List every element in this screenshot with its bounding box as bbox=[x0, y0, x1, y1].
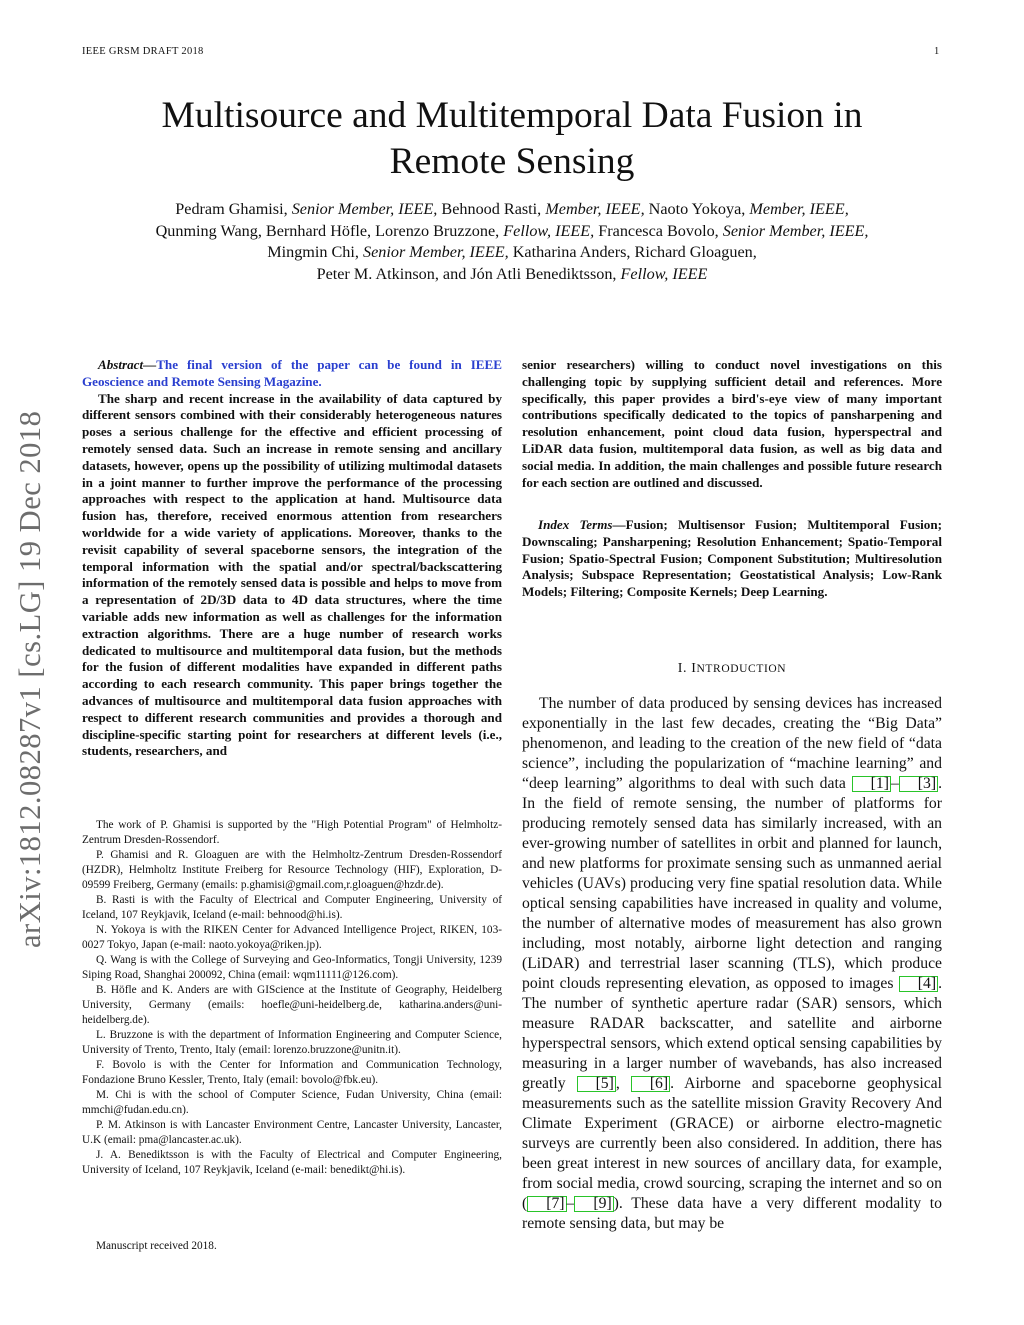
abstract-intro: Abstract—The final version of the paper can be found in IEEE Geoscience and Remote Sensing Magazine. bbox=[82, 357, 502, 389]
arxiv-stamp: arXiv:1812.08287v1 [cs.LG] 19 Dec 2018 bbox=[13, 410, 47, 948]
author-line-4: Peter M. Atkinson, and Jón Atli Benediktsson, Fellow, IEEE bbox=[316, 264, 708, 283]
title-line-1: Multisource and Multitemporal Data Fusion in bbox=[161, 95, 863, 136]
footnote: B. Rasti is with the Faculty of Electrical and Computer Engineering, University of Iceland, 107 Reykjavik, Iceland (e-mail: behnood@hi.is). bbox=[82, 894, 502, 921]
footnote: M. Chi is with the school of Computer Science, Fudan University, China (email: mmchi@fudan.edu.cn). bbox=[82, 1089, 502, 1116]
index-terms-label: Index Terms bbox=[538, 517, 613, 532]
citation-link[interactable]: [7] bbox=[527, 1196, 566, 1212]
footnote: The work of P. Ghamisi is supported by the "High Potential Program" of Helmholtz-Zentrum Dresden-Rossendorf. bbox=[82, 819, 502, 846]
intro-paragraph: The number of data produced by sensing devices has increased exponentially in the last few decades, creating the “Big Data” phenomenon, and leading to the creation of the new field of “data science”, including the popularization of “machine learning” and “deep learning” algorithms to deal with such data [1] – [3] . In the field of remote sensing, the number of platforms for producing remotely sensed data has similarly increased, with an ever-growing number of satellites in orbit and planned for launch, and new platforms for proximate sensing such as unmanned aerial vehicles (UAVs) producing very fine spatial resolution data. While optical sensing capabilities have increased in quality and volume, the number of alternative modes of measurement has also grown including, most notably, airborne light detection and ranging (LiDAR) and terrestrial laser scanning (TLS), which produce point clouds representing elevation, as opposed to images [4] . The number of synthetic aperture radar (SAR) sensors, which measure RADAR backscatter, and satellite and airborne hyperspectral sensors, which extend optical sensing capabilities by measuring in a larger number of wavebands, has also increased greatly [5] , [6] . Airborne and spaceborne geophysical measurements such as the satellite mission Gravity Recovery And Climate Experiment (GRACE) or airborne electro-magnetic surveys are currently been also considered. In addition, there has been great interest in new sources of ancillary data, for example, from social media, crowd sourcing, scraping the internet and so on ( [7] – [9] ). These data have a very different modality to remote sensing data, but may be bbox=[522, 695, 942, 1232]
author-line-3: Mingmin Chi, Senior Member, IEEE, Katharina Anders, Richard Gloaguen, bbox=[267, 243, 757, 261]
citation-link[interactable]: [4] bbox=[899, 976, 938, 992]
citation-link[interactable]: [6] bbox=[631, 1076, 670, 1092]
footnote: P. M. Atkinson is with Lancaster Environment Centre, Lancaster University, Lancaster, U.K (email: pma@lancaster.ac.uk). bbox=[82, 1119, 502, 1146]
abstract-body-right: senior researchers) willing to conduct novel investigations on this challenging topic by supplying sufficient detail and references. More specifically, this paper provides a bird's-eye view of many important contributions specifically dedicated to the topics of pansharpening and resolution enhancement, point cloud data fusion, hyperspectral and LiDAR data fusion, multitemporal data fusion, as well as big data and social media. In addition, the main challenges and possible future research for each section are outlined and discussed. bbox=[522, 357, 942, 490]
citation-link[interactable]: [9] bbox=[574, 1196, 613, 1212]
footnote: N. Yokoya is with the RIKEN Center for Advanced Intelligence Project, RIKEN, 103-0027 Tokyo, Japan (e-mail: naoto.yokoya@riken.jp). bbox=[82, 924, 502, 951]
citation-link[interactable]: [5] bbox=[577, 1076, 616, 1092]
final-version-link[interactable]: The final version of the paper can be found in IEEE Geoscience and Remote Sensing Magazine. bbox=[82, 357, 502, 389]
citation-link[interactable]: [3] bbox=[899, 776, 938, 792]
running-header: IEEE GRSM DRAFT 2018 bbox=[82, 46, 204, 57]
paper-title bbox=[60, 93, 964, 185]
index-terms bbox=[522, 517, 942, 601]
footnote: B. Höfle and K. Anders are with GIScience at the Institute of Geography, Heidelberg University, Germany (emails: hoefle@uni-heidelberg.de, katharina.anders@uni-heidelberg.de). bbox=[82, 984, 502, 1026]
footnote: Q. Wang is with the College of Surveying and Geo-Informatics, Tongji University, 1239 Siping Road, Shanghai 200092, China (email: wqm11111@126.com). bbox=[82, 954, 502, 981]
title-line-2: Remote Sensing bbox=[389, 141, 635, 182]
abstract-body-left: The sharp and recent increase in the availability of data captured by different sensors combined with their considerably heterogeneous natures poses a serious challenge for the effective and efficient processing of remotely sensed data. Such an increase in remote sensing and ancillary datasets, however, opens up the possibility of utilizing multimodal datasets in a joint manner to further improve the performance of the processing approaches with respect to the application at hand. Multisource data fusion has, therefore, received enormous attention from researchers worldwide for a wide variety of applications. Moreover, thanks to the revisit capability of several spaceborne sensors, the integration of the temporal information with the spatial and/or spectral/backscattering information of the remotely sensed data is possible and helps to move from a representation of 2D/3D data to 4D data structures, where the time variable adds new information as well as challenges for the information extraction algorithms. There are a huge number of research works dedicated to multisource and multitemporal data fusion, but the methods for the fusion of different modalities have expanded in different paths according to each research community. This paper brings together the advances of multisource and multitemporal data fusion approaches with respect to different research communities and provides a thorough and discipline-specific starting point for researchers at different levels (i.e., students, researchers, and bbox=[82, 390, 502, 759]
manuscript-note: Manuscript received 2018. bbox=[96, 1240, 217, 1252]
footnote: J. A. Benediktsson is with the Faculty of Electrical and Computer Engineering, University of Iceland, 107 Reykjavik, Iceland (e-mail: benedikt@hi.is). bbox=[82, 1149, 502, 1176]
introduction-body bbox=[522, 694, 942, 1234]
index-terms-text: —Fusion; Multisensor Fusion; Multitemporal Fusion; Downscaling; Pansharpening; Resolution Enhancement; Spatio-Temporal Fusion; Spatio-Spectral Fusion; Component Substitution; Multiresolution Analysis; Subspace Representation; Geostatistical Analysis; Low-Rank Models; Filtering; Composite Kernels; Deep Learning. bbox=[522, 517, 942, 600]
abstract-right bbox=[522, 357, 942, 491]
footnote: P. Ghamisi and R. Gloaguen are with the Helmholtz-Zentrum Dresden-Rossendorf (HZDR), Helmholtz Institute Freiberg for Resource Technology (HIF), Exploration, D-09599 Freiberg, Germany (emails: p.ghamisi@gmail.com,r.gloaguen@hzdr.de). bbox=[82, 849, 502, 891]
footnotes bbox=[82, 818, 502, 1178]
footnote: L. Bruzzone is with the department of Information Engineering and Computer Science, University of Trento, Trento, Italy (email: lorenzo.bruzzone@unitn.it). bbox=[82, 1029, 502, 1056]
section-heading: I. INTRODUCTION bbox=[677, 661, 787, 676]
page-number: 1 bbox=[934, 46, 940, 57]
author-line-2: Qunming Wang, Bernhard Höfle, Lorenzo Bruzzone, Fellow, IEEE, Francesca Bovolo, Senior Member, IEEE, bbox=[155, 221, 869, 240]
abstract-left bbox=[82, 357, 502, 760]
author-line-1: Pedram Ghamisi, Senior Member, IEEE, Behnood Rasti, Member, IEEE, Naoto Yokoya, Member, IEEE, bbox=[175, 200, 849, 218]
author-list bbox=[60, 199, 964, 285]
footnote: F. Bovolo is with the Center for Information and Communication Technology, Fondazione Bruno Kessler, Trento, Italy (email: bovolo@fbk.eu). bbox=[82, 1059, 502, 1086]
citation-link[interactable]: [1] bbox=[852, 776, 891, 792]
